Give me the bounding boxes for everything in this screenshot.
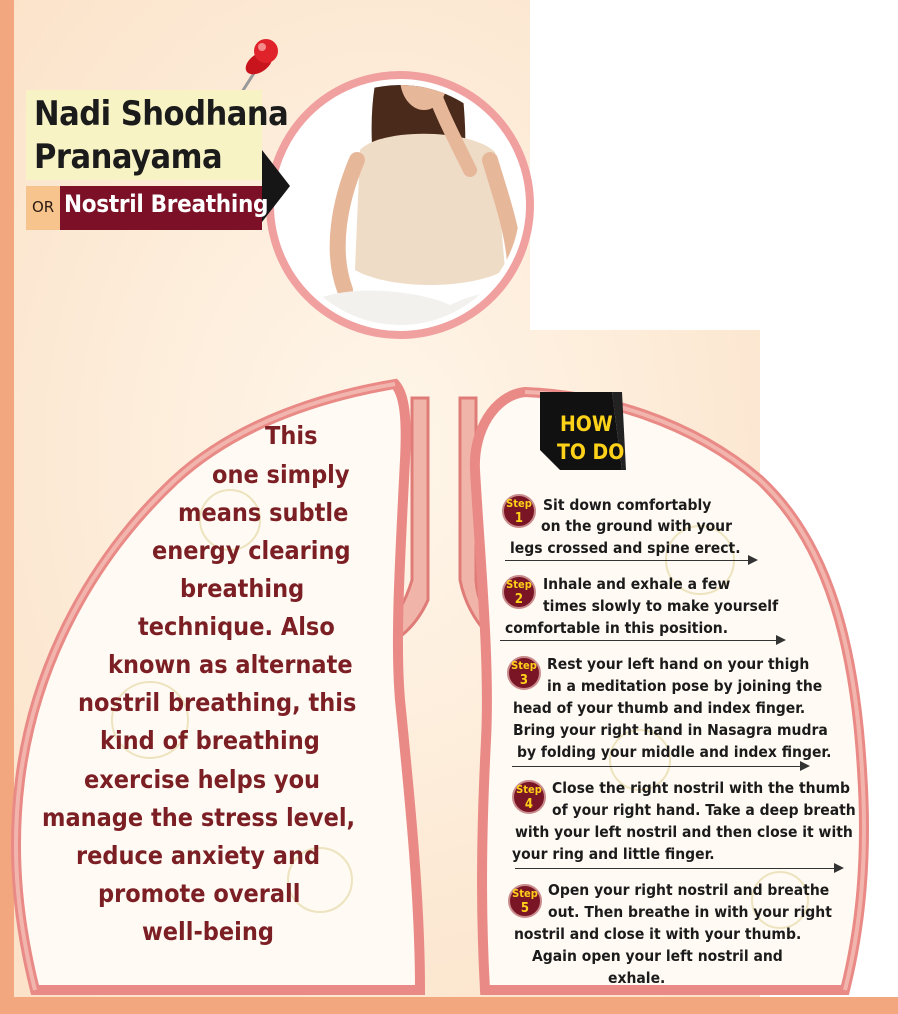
description-line: kind of breathing: [100, 726, 320, 755]
step-1-text: legs crossed and spine erect.: [510, 539, 741, 557]
step-divider-arrow: [800, 761, 810, 771]
step-divider: [512, 766, 802, 767]
alt-name: Nostril Breathing: [64, 190, 269, 218]
step-1-badge: Step 1: [502, 494, 536, 528]
step-4-text: Close the right nostril with the thumb: [552, 779, 851, 797]
description-line: manage the stress level,: [42, 803, 356, 832]
step-4-text: of your right hand. Take a deep breath: [552, 801, 856, 819]
step-divider-arrow: [776, 635, 786, 645]
description-line: energy clearing: [152, 536, 351, 565]
description-line: nostril breathing, this: [78, 688, 357, 717]
step-4-text: with your left nostril and then close it with: [515, 823, 853, 841]
step-3-text: Bring your right hand in Nasagra mudra: [513, 721, 828, 739]
description-line: one simply: [212, 460, 350, 489]
step-divider: [500, 640, 778, 641]
description-line: This: [265, 421, 318, 450]
step-5-text: exhale.: [608, 969, 666, 987]
description-line: known as alternate: [108, 650, 353, 679]
step-1-text: Sit down comfortably: [543, 496, 712, 514]
step-2-text: comfortable in this position.: [505, 619, 729, 637]
description-line: exercise helps you: [84, 765, 321, 794]
step-5-text: Again open your left nostril and: [532, 947, 783, 965]
step-3-text: Rest your left hand on your thigh: [547, 655, 810, 673]
description-line: promote overall: [98, 879, 301, 908]
step-5-text: Open your right nostril and breathe: [548, 881, 830, 899]
title-line-2: Pranayama: [34, 137, 223, 177]
step-5-text: out. Then breathe in with your right: [548, 903, 832, 921]
step-3-text: in a meditation pose by joining the: [547, 677, 823, 695]
description-line: well-being: [142, 917, 274, 946]
step-3-badge: Step 3: [507, 656, 541, 690]
how-to-heading-line-2: TO DO: [557, 440, 625, 464]
step-divider: [505, 560, 750, 561]
step-2-badge: Step 2: [502, 575, 536, 609]
step-2-text: times slowly to make yourself: [543, 597, 779, 615]
step-3-text: head of your thumb and index finger.: [513, 699, 806, 717]
description-line: technique. Also: [138, 612, 335, 641]
step-divider-arrow: [834, 863, 844, 873]
title-line-1: Nadi Shodhana: [34, 94, 289, 134]
how-to-heading-line-1: HOW: [560, 412, 613, 436]
step-4-text: your ring and little finger.: [512, 845, 715, 863]
step-4-badge: Step 4: [512, 780, 546, 814]
step-3-text: by folding your middle and index finger.: [517, 743, 832, 761]
description-line: means subtle: [178, 498, 349, 527]
step-divider-arrow: [748, 555, 758, 565]
step-5-text: nostril and close it with your thumb.: [514, 925, 802, 943]
or-label: OR: [32, 198, 55, 216]
step-divider: [515, 868, 837, 869]
step-5-badge: Step 5: [508, 884, 542, 918]
description-line: reduce anxiety and: [76, 841, 321, 870]
step-2-text: Inhale and exhale a few: [543, 575, 731, 593]
description-line: breathing: [180, 574, 305, 603]
step-1-text: on the ground with your: [541, 517, 732, 535]
